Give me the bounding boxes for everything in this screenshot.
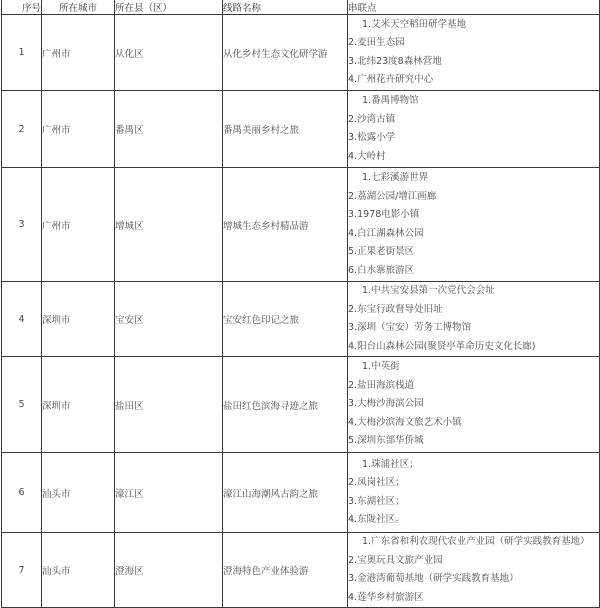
- row-city: 广州市: [42, 91, 115, 168]
- table-row: [2, 282, 600, 357]
- row-no: 3: [2, 168, 42, 282]
- row-city: 深圳市: [42, 282, 115, 357]
- row-city: 汕头市: [42, 533, 115, 608]
- table-row: [2, 15, 600, 91]
- point-item: 2.东宝行政督导处旧址: [348, 303, 443, 315]
- point-item: 4.莲华乡村旅游区: [348, 591, 424, 603]
- row-county: 澄海区: [115, 533, 223, 608]
- header-county: 所在县（区）: [115, 0, 223, 15]
- row-points: [348, 91, 600, 168]
- point-item: 2.盐田海滨栈道: [348, 379, 415, 391]
- point-item: 1.广东省和利农现代农业产业园（研学实践教育基地）: [362, 536, 590, 547]
- row-route-name: 濠江山海潮风古韵之旅: [223, 453, 348, 533]
- row-county: 盐田区: [115, 357, 223, 453]
- table-row: [2, 168, 600, 282]
- point-item: 1.中共宝安县第一次党代会会址: [362, 285, 495, 296]
- row-no: 6: [2, 453, 42, 533]
- point-item: 4.广州花卉研究中心: [348, 74, 434, 85]
- header-row: [2, 0, 600, 15]
- row-no: 7: [2, 533, 42, 608]
- row-no: 4: [2, 282, 42, 357]
- row-points: [348, 357, 600, 453]
- point-item: 1.番禺博物馆: [362, 95, 419, 106]
- table-row: [2, 533, 600, 608]
- row-no: 2: [2, 91, 42, 168]
- point-item: 6.白水寨旅游区: [348, 264, 415, 276]
- row-county: 增城区: [115, 168, 223, 282]
- point-item: 3.东湖社区；: [348, 495, 405, 507]
- row-route-name: 增城生态乡村精品游: [223, 168, 348, 282]
- point-item: 3.1978电影小镇: [348, 209, 420, 220]
- row-points: [348, 168, 600, 282]
- point-item: 1.中英街: [362, 361, 400, 373]
- point-item: 3.大梅沙海滨公园: [348, 398, 424, 410]
- point-item: 4.东陇社区。: [348, 514, 405, 525]
- row-route-name: 从化乡村生态文化研学游: [223, 15, 348, 91]
- point-item: 2.沙湾古镇: [348, 113, 396, 125]
- header-route-name: 线路名称: [223, 0, 348, 15]
- row-county: 从化区: [115, 15, 223, 91]
- point-item: 2.麦田生态园: [348, 37, 405, 48]
- table-row: [2, 453, 600, 533]
- point-item: 1.珠浦社区；: [362, 458, 419, 470]
- row-city: 广州市: [42, 15, 115, 91]
- row-points: [348, 282, 600, 357]
- row-city: 汕头市: [42, 453, 115, 533]
- point-item: 4.白江湖森林公园: [348, 227, 424, 239]
- row-points: [348, 15, 600, 91]
- row-route-name: 盐田红色滨海寻迹之旅: [223, 357, 348, 453]
- point-item: 2.荔湖公园/增江画廊: [348, 190, 437, 202]
- point-item: 5.正果老街景区: [348, 246, 415, 257]
- point-item: 5.深圳东部华侨城: [348, 435, 424, 447]
- row-points: [348, 533, 600, 608]
- row-no: 1: [2, 15, 42, 91]
- point-item: 3.北纬23度8森林营地: [348, 55, 442, 67]
- point-item: 1.艾米天空稻田研学基地: [362, 18, 467, 30]
- point-item: 4.阳台山森林公园(聚贤亭革命历史文化长廊): [348, 340, 536, 352]
- header-city: 所在城市: [42, 0, 115, 15]
- row-county: 濠江区: [115, 453, 223, 533]
- point-item: 3.松露小学: [348, 132, 396, 143]
- row-route-name: 澄海特色产业体验游: [223, 533, 348, 608]
- point-item: 4.大岭村: [348, 150, 386, 162]
- row-city: 广州市: [42, 168, 115, 282]
- row-route-name: 番禺美丽乡村之旅: [223, 91, 348, 168]
- point-item: 4.大梅沙滨海文旅艺术小镇: [348, 416, 462, 428]
- header-no: 序号: [2, 0, 42, 15]
- point-item: 1.七彩溪游世界: [362, 172, 429, 183]
- header-points: 串联点: [348, 0, 600, 15]
- table-row: [2, 357, 600, 453]
- row-city: 深圳市: [42, 357, 115, 453]
- point-item: 2.宝奥玩具文旅产业园: [348, 554, 443, 566]
- row-county: 宝安区: [115, 282, 223, 357]
- routes-table: [1, 0, 600, 608]
- point-item: 3.深圳（宝安）劳务工博物馆: [348, 322, 472, 333]
- row-points: [348, 453, 600, 533]
- table-row: [2, 91, 600, 168]
- point-item: 3.金港湾葡萄基地（研学实践教育基地）: [348, 573, 519, 584]
- row-route-name: 宝安红色印记之旅: [223, 282, 348, 357]
- row-no: 5: [2, 357, 42, 453]
- point-item: 2.凤岗社区；: [348, 477, 405, 488]
- row-county: 番禺区: [115, 91, 223, 168]
